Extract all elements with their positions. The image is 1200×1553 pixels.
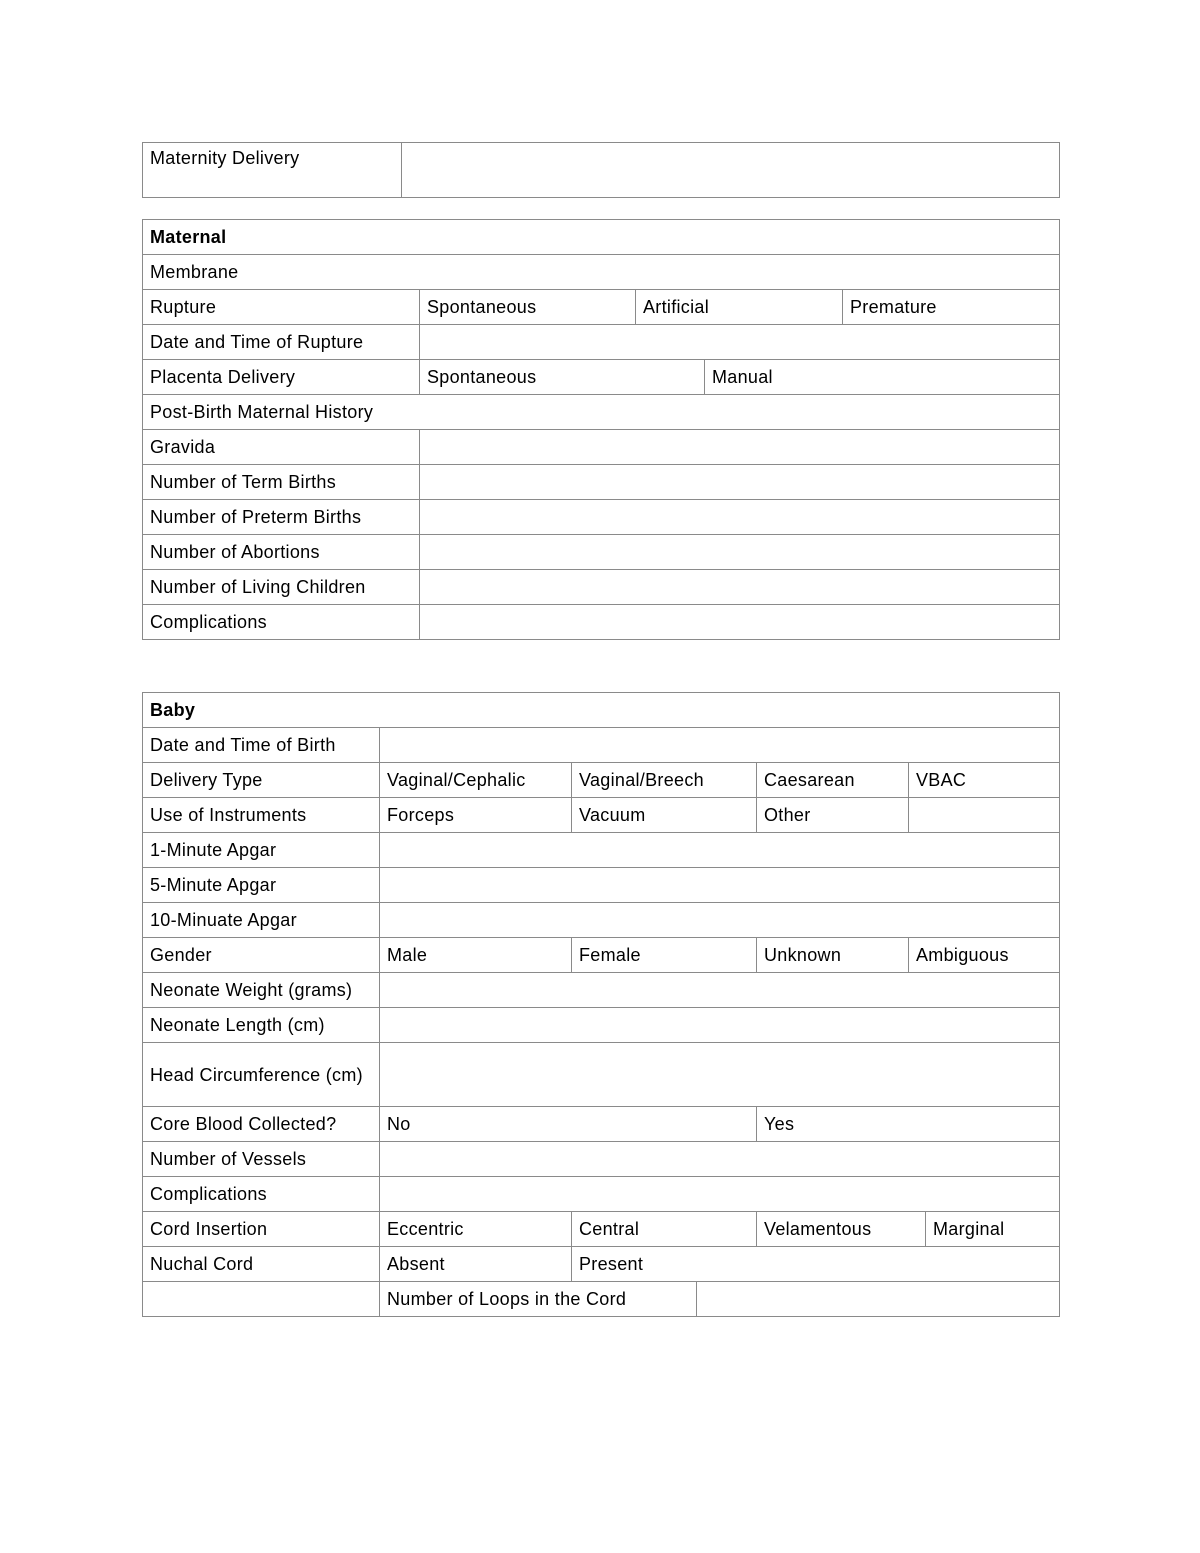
- baby-title: Baby: [143, 693, 1060, 728]
- term-births-row: [143, 465, 1060, 500]
- core-blood-row: [143, 1107, 1060, 1142]
- length-row: [143, 1008, 1060, 1043]
- instrument-option-forceps[interactable]: Forceps: [380, 798, 572, 833]
- placenta-row: [143, 360, 1060, 395]
- gravida-field[interactable]: [420, 430, 1060, 465]
- core-blood-option-no[interactable]: No: [380, 1107, 757, 1142]
- birth-datetime-row: [143, 728, 1060, 763]
- loops-row: [143, 1282, 1060, 1317]
- loops-empty-cell: [143, 1282, 380, 1317]
- head-circ-label: Head Circumference (cm): [143, 1043, 380, 1107]
- vessels-row: [143, 1142, 1060, 1177]
- placenta-label: Placenta Delivery: [143, 360, 420, 395]
- maternal-complications-field[interactable]: [420, 605, 1060, 640]
- rupture-row: [143, 290, 1060, 325]
- abortions-label: Number of Abortions: [143, 535, 420, 570]
- rupture-datetime-row: [143, 325, 1060, 360]
- placenta-option-manual[interactable]: Manual: [705, 360, 1060, 395]
- apgar-5-field[interactable]: [380, 868, 1060, 903]
- history-heading: Post-Birth Maternal History: [143, 395, 1060, 430]
- nuchal-cord-row: [143, 1247, 1060, 1282]
- header-table: [142, 142, 1060, 198]
- abortions-field[interactable]: [420, 535, 1060, 570]
- baby-complications-field[interactable]: [380, 1177, 1060, 1212]
- core-blood-option-yes[interactable]: Yes: [757, 1107, 1060, 1142]
- nuchal-option-present[interactable]: Present: [572, 1247, 1060, 1282]
- maternal-complications-label: Complications: [143, 605, 420, 640]
- apgar-10-row: [143, 903, 1060, 938]
- placenta-option-spontaneous[interactable]: Spontaneous: [420, 360, 705, 395]
- apgar-1-label: 1-Minute Apgar: [143, 833, 380, 868]
- instruments-row: [143, 798, 1060, 833]
- delivery-option-vaginal-cephalic[interactable]: Vaginal/Cephalic: [380, 763, 572, 798]
- gravida-label: Gravida: [143, 430, 420, 465]
- weight-row: [143, 973, 1060, 1008]
- instrument-other-field[interactable]: [909, 798, 1060, 833]
- head-circ-row: [143, 1043, 1060, 1107]
- apgar-5-row: [143, 868, 1060, 903]
- cord-insertion-label: Cord Insertion: [143, 1212, 380, 1247]
- nuchal-cord-label: Nuchal Cord: [143, 1247, 380, 1282]
- delivery-type-label: Delivery Type: [143, 763, 380, 798]
- rupture-option-spontaneous[interactable]: Spontaneous: [420, 290, 636, 325]
- vessels-label: Number of Vessels: [143, 1142, 380, 1177]
- loops-label: Number of Loops in the Cord: [380, 1282, 697, 1317]
- delivery-type-row: [143, 763, 1060, 798]
- cord-option-velamentous[interactable]: Velamentous: [757, 1212, 926, 1247]
- preterm-births-field[interactable]: [420, 500, 1060, 535]
- header-value-field[interactable]: [402, 143, 1060, 198]
- apgar-1-row: [143, 833, 1060, 868]
- gender-option-male[interactable]: Male: [380, 938, 572, 973]
- header-row: [143, 143, 1060, 198]
- living-children-label: Number of Living Children: [143, 570, 420, 605]
- term-births-label: Number of Term Births: [143, 465, 420, 500]
- membrane-label: Membrane: [143, 255, 1060, 290]
- maternal-table: [142, 219, 1060, 640]
- preterm-births-label: Number of Preterm Births: [143, 500, 420, 535]
- rupture-option-artificial[interactable]: Artificial: [636, 290, 843, 325]
- baby-complications-label: Complications: [143, 1177, 380, 1212]
- rupture-datetime-field[interactable]: [420, 325, 1060, 360]
- gender-option-unknown[interactable]: Unknown: [757, 938, 909, 973]
- cord-option-eccentric[interactable]: Eccentric: [380, 1212, 572, 1247]
- instrument-option-other[interactable]: Other: [757, 798, 909, 833]
- cord-option-marginal[interactable]: Marginal: [926, 1212, 1060, 1247]
- baby-complications-row: [143, 1177, 1060, 1212]
- delivery-option-vaginal-breech[interactable]: Vaginal/Breech: [572, 763, 757, 798]
- vessels-field[interactable]: [380, 1142, 1060, 1177]
- head-circ-field[interactable]: [380, 1043, 1060, 1107]
- weight-field[interactable]: [380, 973, 1060, 1008]
- gender-option-female[interactable]: Female: [572, 938, 757, 973]
- instrument-option-vacuum[interactable]: Vacuum: [572, 798, 757, 833]
- maternal-title: Maternal: [143, 220, 1060, 255]
- gravida-row: [143, 430, 1060, 465]
- loops-field[interactable]: [697, 1282, 1060, 1317]
- rupture-option-premature[interactable]: Premature: [843, 290, 1060, 325]
- apgar-1-field[interactable]: [380, 833, 1060, 868]
- rupture-datetime-label: Date and Time of Rupture: [143, 325, 420, 360]
- gender-row: [143, 938, 1060, 973]
- term-births-field[interactable]: [420, 465, 1060, 500]
- gender-label: Gender: [143, 938, 380, 973]
- header-label: Maternity Delivery: [143, 143, 402, 198]
- history-heading-row: [143, 395, 1060, 430]
- birth-datetime-label: Date and Time of Birth: [143, 728, 380, 763]
- gender-option-ambiguous[interactable]: Ambiguous: [909, 938, 1060, 973]
- delivery-option-caesarean[interactable]: Caesarean: [757, 763, 909, 798]
- apgar-10-label: 10-Minuate Apgar: [143, 903, 380, 938]
- abortions-row: [143, 535, 1060, 570]
- preterm-births-row: [143, 500, 1060, 535]
- delivery-option-vbac[interactable]: VBAC: [909, 763, 1060, 798]
- birth-datetime-field[interactable]: [380, 728, 1060, 763]
- baby-table: [142, 692, 1060, 1317]
- maternal-title-row: [143, 220, 1060, 255]
- maternal-complications-row: [143, 605, 1060, 640]
- weight-label: Neonate Weight (grams): [143, 973, 380, 1008]
- instruments-label: Use of Instruments: [143, 798, 380, 833]
- length-label: Neonate Length (cm): [143, 1008, 380, 1043]
- core-blood-label: Core Blood Collected?: [143, 1107, 380, 1142]
- baby-title-row: [143, 693, 1060, 728]
- length-field[interactable]: [380, 1008, 1060, 1043]
- cord-insertion-row: [143, 1212, 1060, 1247]
- apgar-10-field[interactable]: [380, 903, 1060, 938]
- rupture-label: Rupture: [143, 290, 420, 325]
- living-children-field[interactable]: [420, 570, 1060, 605]
- living-children-row: [143, 570, 1060, 605]
- apgar-5-label: 5-Minute Apgar: [143, 868, 380, 903]
- cord-option-central[interactable]: Central: [572, 1212, 757, 1247]
- membrane-row: [143, 255, 1060, 290]
- nuchal-option-absent[interactable]: Absent: [380, 1247, 572, 1282]
